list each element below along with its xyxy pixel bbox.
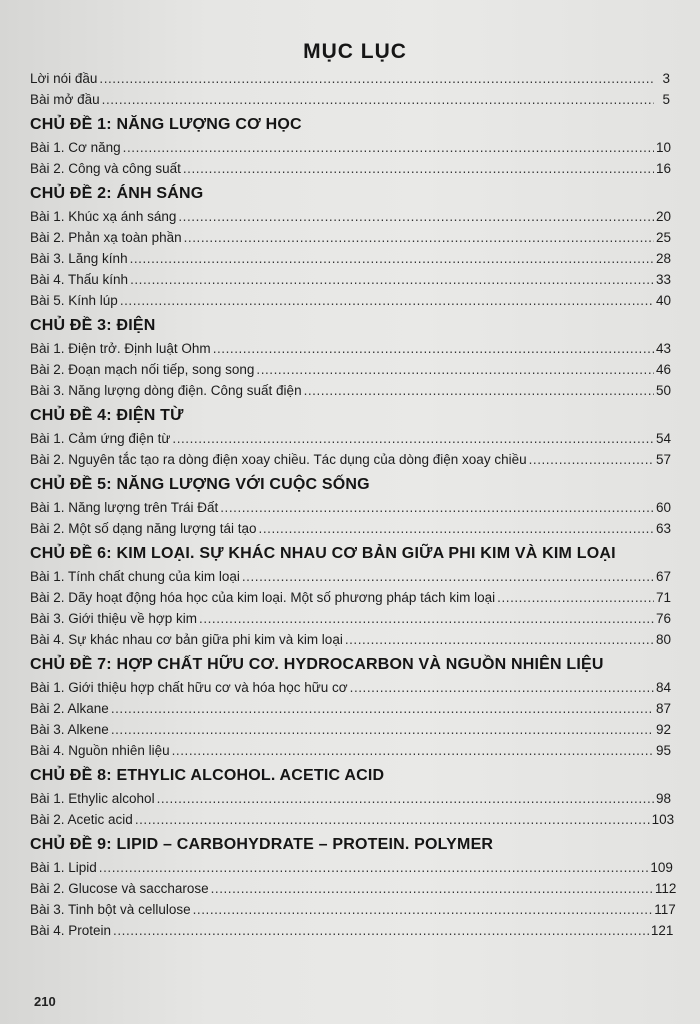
toc-entry-page: 50	[656, 383, 672, 398]
dot-leader	[157, 788, 654, 809]
toc-entry-page: 20	[656, 209, 672, 224]
dot-leader	[113, 920, 649, 941]
toc-topics	[30, 114, 680, 941]
toc-entry	[30, 137, 680, 158]
toc-entry	[30, 380, 680, 401]
toc-entry	[30, 449, 680, 470]
toc-entry	[30, 269, 680, 290]
topic-heading: CHỦ ĐỀ 4: ĐIỆN TỪ	[30, 407, 184, 424]
toc-entry-label: Bài 3. Năng lượng dòng điện. Công suất điện	[30, 383, 302, 398]
topic-section	[30, 834, 680, 941]
toc-entry	[30, 878, 680, 899]
toc-entry-label: Bài 2. Phản xạ toàn phần	[30, 230, 182, 245]
dot-leader	[193, 899, 653, 920]
toc-entry	[30, 518, 680, 539]
toc-entry-label: Bài 1. Ethylic alcohol	[30, 791, 155, 806]
toc-entry-label: Bài 1. Năng lượng trên Trái Đất	[30, 500, 219, 515]
toc-entry-page: 103	[651, 812, 675, 827]
topic-heading: CHỦ ĐỀ 9: LIPID – CARBOHYDRATE – PROTEIN. POLYMER	[30, 836, 494, 853]
dot-leader	[130, 269, 654, 290]
toc-entry	[30, 719, 680, 740]
topic-heading: CHỦ ĐỀ 1: NĂNG LƯỢNG CƠ HỌC	[30, 116, 302, 133]
toc-entry-label: Bài 1. Điện trở. Định luật Ohm	[30, 341, 211, 356]
dot-leader	[529, 449, 654, 470]
dot-leader	[172, 428, 654, 449]
dot-leader	[102, 89, 654, 110]
dot-leader	[220, 497, 654, 518]
toc-entry-label: Bài 1. Tính chất chung của kim loại	[30, 569, 240, 584]
toc-entry-label: Bài 2. Công và công suất	[30, 161, 181, 176]
toc-entry	[30, 68, 680, 89]
toc-entry	[30, 677, 680, 698]
toc-entry-page: 76	[656, 611, 672, 626]
toc-entry-page: 95	[656, 743, 672, 758]
topic-heading: CHỦ ĐỀ 3: ĐIỆN	[30, 317, 156, 334]
dot-leader	[497, 587, 654, 608]
dot-leader	[304, 380, 654, 401]
topic-section	[30, 315, 680, 401]
toc-entry-page: 92	[656, 722, 672, 737]
toc-entry	[30, 740, 680, 761]
toc-entry-page: 67	[656, 569, 672, 584]
dot-leader	[350, 677, 654, 698]
dot-leader	[99, 857, 649, 878]
toc-entry-label: Bài 3. Lăng kính	[30, 251, 128, 266]
toc-entry	[30, 290, 680, 311]
toc-entry	[30, 698, 680, 719]
topic-heading: CHỦ ĐỀ 5: NĂNG LƯỢNG VỚI CUỘC SỐNG	[30, 476, 370, 493]
toc-entry-page: 71	[656, 590, 672, 605]
topic-heading: CHỦ ĐỀ 7: HỢP CHẤT HỮU CƠ. HYDROCARBON VÀ NGUỒN NHIÊN LIỆU	[30, 656, 604, 673]
dot-leader	[213, 338, 654, 359]
toc-entry-page: 87	[656, 701, 672, 716]
toc-entry	[30, 857, 680, 878]
toc-entry	[30, 629, 680, 650]
dot-leader	[123, 137, 654, 158]
toc-entry	[30, 608, 680, 629]
toc-entry-page: 46	[656, 362, 672, 377]
dot-leader	[120, 290, 654, 311]
toc-entry-label: Bài 4. Nguồn nhiên liệu	[30, 743, 170, 758]
toc-entry-label: Bài 2. Một số dạng năng lượng tái tạo	[30, 521, 257, 536]
toc-entry-label: Bài 1. Lipid	[30, 860, 97, 875]
toc-entry-page: 84	[656, 680, 672, 695]
dot-leader	[345, 629, 654, 650]
toc-entry-label: Bài 2. Alkane	[30, 701, 109, 716]
dot-leader	[130, 248, 654, 269]
toc-entry-page: 33	[656, 272, 672, 287]
toc-entry-page: 3	[662, 71, 670, 86]
toc-entry-label: Bài 4. Thấu kính	[30, 272, 129, 287]
toc-entry-page: 43	[656, 341, 672, 356]
dot-leader	[242, 566, 654, 587]
dot-leader	[111, 698, 654, 719]
toc-entry-label: Bài 2. Đoạn mạch nối tiếp, song song	[30, 362, 255, 377]
toc-entry	[30, 788, 680, 809]
toc-entry-label: Bài 1. Cảm ứng điện từ	[30, 431, 171, 446]
toc-entry-page: 10	[656, 140, 672, 155]
toc-entry-label: Bài 2. Dãy hoạt động hóa học của kim loại. Một số phương pháp tách kim loại	[30, 590, 496, 605]
toc-entry-label: Bài 1. Giới thiệu hợp chất hữu cơ và hóa học hữu cơ	[30, 680, 348, 695]
toc-entry	[30, 587, 680, 608]
toc-entry-page: 80	[656, 632, 672, 647]
toc-entry	[30, 158, 680, 179]
toc-entry	[30, 89, 680, 110]
toc-entry-label: Bài 1. Khúc xạ ánh sáng	[30, 209, 177, 224]
toc-entry-label: Bài 5. Kính lúp	[30, 293, 118, 308]
toc-entry-page: 60	[656, 500, 672, 515]
dot-leader	[199, 608, 654, 629]
toc-entry-page: 16	[656, 161, 672, 176]
toc-entry-page: 109	[650, 860, 673, 875]
toc-entry-label: Bài mở đầu	[30, 92, 100, 107]
front-matter	[30, 68, 680, 110]
footer-page-number: 210	[34, 994, 56, 1009]
toc-entry-label: Bài 3. Alkene	[30, 722, 109, 737]
dot-leader	[172, 740, 654, 761]
toc-entry-page: 5	[662, 92, 670, 107]
dot-leader	[111, 719, 654, 740]
toc-entry-page: 54	[656, 431, 672, 446]
toc-entry-label: Bài 3. Giới thiệu về hợp kim	[30, 611, 198, 626]
topic-section	[30, 654, 680, 761]
toc-entry	[30, 497, 680, 518]
topic-heading: CHỦ ĐỀ 6: KIM LOẠI. SỰ KHÁC NHAU CƠ BẢN GIỮA PHI KIM VÀ KIM LOẠI	[30, 545, 616, 562]
toc-entry-page: 98	[656, 791, 672, 806]
toc-entry-page: 117	[654, 902, 676, 917]
toc-entry-label: Bài 4. Sự khác nhau cơ bản giữa phi kim và kim loại	[30, 632, 343, 647]
dot-leader	[183, 158, 654, 179]
toc-entry-page: 121	[650, 923, 674, 938]
toc-entry-label: Bài 2. Acetic acid	[30, 812, 133, 827]
topic-section	[30, 114, 680, 179]
dot-leader	[256, 359, 654, 380]
dot-leader	[178, 206, 654, 227]
toc-entry-label: Bài 1. Cơ năng	[30, 140, 121, 155]
toc-entry-label: Bài 2. Glucose và saccharose	[30, 881, 209, 896]
toc-entry-page: 112	[654, 881, 677, 896]
dot-leader	[99, 68, 654, 89]
toc-entry	[30, 899, 680, 920]
toc-entry	[30, 359, 680, 380]
topic-section	[30, 474, 680, 539]
topic-heading: CHỦ ĐỀ 8: ETHYLIC ALCOHOL. ACETIC ACID	[30, 767, 385, 784]
toc-entry	[30, 920, 680, 941]
toc-entry-page: 63	[656, 521, 672, 536]
toc-entry-label: Bài 2. Nguyên tắc tạo ra dòng điện xoay chiều. Tác dụng của dòng điện xoay chiều	[30, 452, 527, 467]
toc-entry-page: 28	[656, 251, 672, 266]
dot-leader	[184, 227, 654, 248]
toc-entry	[30, 428, 680, 449]
toc-entry-label: Bài 3. Tinh bột và cellulose	[30, 902, 191, 917]
toc-entry	[30, 248, 680, 269]
topic-section	[30, 765, 680, 830]
toc-entry-page: 25	[656, 230, 672, 245]
toc-entry	[30, 338, 680, 359]
toc-entry	[30, 566, 680, 587]
toc-entry-page: 40	[656, 293, 672, 308]
topic-section	[30, 183, 680, 311]
dot-leader	[259, 518, 654, 539]
topic-heading: CHỦ ĐỀ 2: ÁNH SÁNG	[30, 185, 204, 202]
topic-section	[30, 405, 680, 470]
dot-leader	[211, 878, 653, 899]
toc-entry-label: Lời nói đầu	[30, 71, 98, 86]
topic-section	[30, 543, 680, 650]
toc-entry-label: Bài 4. Protein	[30, 923, 112, 938]
page-title: MỤC LỤC	[303, 40, 407, 63]
toc-entry-page: 57	[656, 452, 672, 467]
toc-entry	[30, 809, 680, 830]
toc-entry	[30, 206, 680, 227]
dot-leader	[135, 809, 650, 830]
toc-entry	[30, 227, 680, 248]
